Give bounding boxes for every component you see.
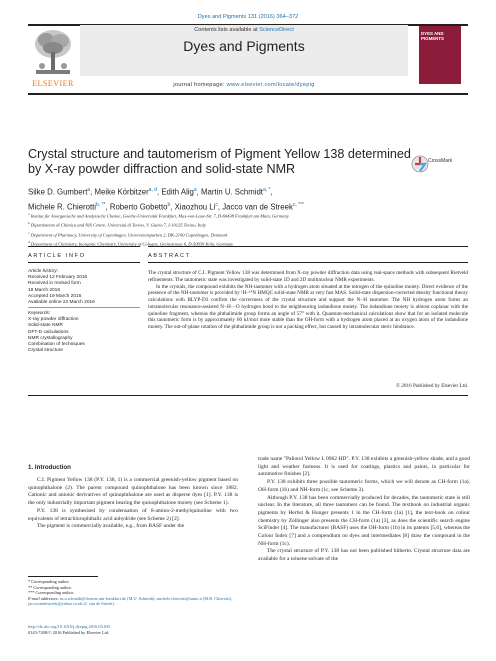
- body-column-right: [258, 456, 470, 564]
- article-info-heading: ARTICLE INFO: [28, 253, 86, 259]
- affiliation-marker: a: [28, 212, 30, 216]
- author-line: [28, 184, 458, 199]
- footnote: * Corresponding author.: [28, 579, 70, 584]
- elsevier-tree-logo[interactable]: [30, 26, 76, 78]
- abstract-heading: ABSTRACT: [148, 253, 191, 259]
- abstract-paragraph: The crystal structure of C.I. Pigment Yellow 138 was determined from X-ray powder diffraction data using real-space methods with subsequent Rietveld refinements. The tautomeric state was investigated by solid-state 1D and 2D multinuclear NMR experiments.: [148, 270, 468, 283]
- introduction-heading: 1. Introduction: [28, 464, 71, 471]
- author-name[interactable]: Silke D. Gumbert: [28, 187, 88, 197]
- email-addresses: [28, 596, 242, 607]
- history-item: Available online 22 March 2016: [28, 300, 95, 306]
- crossmark-icon[interactable]: [410, 152, 470, 176]
- affiliation-text: Institut für Anorganische und Analytische Chemie, Goethe-Universität Frankfurt, Max-von-Laue-Str. 7, D-60438 Frankfurt am Main, Germany: [30, 213, 289, 219]
- affiliation-marker: c: [28, 230, 30, 235]
- article-identifiers: [28, 624, 242, 636]
- contents-available: [80, 27, 408, 33]
- author-separator: ,: [105, 202, 110, 212]
- keyword: NMR crystallography: [28, 335, 73, 341]
- keyword: DFT-D calculations: [28, 329, 69, 335]
- keywords-divider: [28, 307, 140, 308]
- keywords-block: [28, 311, 140, 354]
- author-name[interactable]: Jacco van de Streek: [222, 202, 293, 212]
- author-separator: ,: [170, 202, 175, 212]
- author-affil-marker[interactable]: a: [87, 187, 91, 193]
- email-links[interactable]: m.u.schmidt@chemie.uni-frankfurt.de (M.U. Schmidt), michele.chierotti@unito.it (M.R. Chierotti), jaccovandestreek@yahoo.co.uk (J. van de Streek).: [28, 595, 233, 607]
- footnote: *** Corresponding author.: [28, 590, 74, 596]
- abstract-body: [148, 270, 468, 331]
- abstract-heading-rule: [148, 262, 468, 263]
- history-item: Accepted 19 March 2016: [28, 293, 82, 299]
- homepage-link[interactable]: www.elsevier.com/locate/dyepig: [226, 82, 315, 88]
- author-separator: ,: [217, 202, 223, 212]
- history-item: Received in revised form: [28, 281, 81, 287]
- author-affil-marker[interactable]: a, *: [262, 187, 271, 193]
- body-paragraph: C.I. Pigment Yellow 138 (P.Y. 138, 1) is a commercial greenish-yellow pigment based on quinophthalone (2). The parent compound quinophthalone has been known since 1882. Cationic and anionic derivatives of quinophthalone are used as disperse dyes [1]. P.Y. 138 is the only industrially important pigment bearing the quinophthalone moiety (see Scheme 1).: [28, 477, 238, 507]
- homepage-prefix: journal homepage:: [173, 82, 227, 88]
- body-paragraph: The crystal structure of P.Y. 138 has not been published hitherto. Crystal structure data are available for a toluene solvate of the: [258, 548, 470, 563]
- keyword: Combination of techniques: [28, 342, 85, 348]
- footnote: ** Corresponding author.: [28, 584, 72, 590]
- sciencedirect-link[interactable]: ScienceDirect: [259, 27, 294, 33]
- author-name[interactable]: Martin U. Schmidt: [201, 187, 263, 197]
- affiliation-marker: b: [28, 221, 30, 226]
- author-name[interactable]: Michele R. Chierotti: [28, 202, 97, 212]
- author-separator: ,: [90, 187, 95, 197]
- author-list: [28, 184, 458, 214]
- journal-cover-title: DYES AND PIGMENTS: [421, 31, 444, 41]
- abstract-copyright: © 2016 Published by Elsevier Ltd.: [396, 383, 468, 389]
- paper-title: Crystal structure and tautomerism of Pigment Yellow 138 determined by X-ray powder diffraction and solid-state NMR: [28, 147, 411, 176]
- article-history: [28, 269, 140, 306]
- article-history-label: Article history:: [28, 269, 59, 274]
- author-name[interactable]: Roberto Gobetto: [109, 202, 168, 212]
- author-affil-marker[interactable]: c: [215, 202, 218, 209]
- affiliation: [28, 230, 458, 239]
- body-paragraph: P.Y. 138 exhibits three possible tautomeric forms, which we will denote as CH-form (1a), OH-form (1b) and NH-form (1c, see Scheme 3).: [258, 479, 470, 493]
- contents-prefix: Contents lists available at: [194, 27, 260, 33]
- author-name[interactable]: Meike Körbitzer: [94, 187, 149, 197]
- abstract-bottom-rule: [28, 395, 468, 396]
- author-name[interactable]: Xiaozhou Li: [174, 202, 216, 212]
- affiliation: [28, 211, 458, 220]
- email-label: E-mail addresses:: [28, 595, 59, 601]
- body-column-left: [28, 477, 238, 531]
- keyword: Crystal structure: [28, 348, 63, 354]
- keyword: Solid-state NMR: [28, 323, 63, 329]
- article-info-heading-rule: [28, 262, 140, 263]
- affiliation-marker: d: [28, 239, 30, 244]
- crossmark-label[interactable]: CrossMark: [428, 158, 453, 164]
- footnotes: [28, 579, 242, 607]
- footnote-rule: [28, 576, 98, 577]
- keyword: X-ray powder diffraction: [28, 317, 79, 323]
- author-affil-marker[interactable]: a: [193, 187, 197, 193]
- body-paragraph: P.Y. 138 is synthesised by condensation of 8-amino-2-methylquinoline with two equivalents of tetrachlorophthalic acid anhydride (see Scheme 2) [2].: [28, 507, 238, 522]
- doi-link[interactable]: http://dx.doi.org/10.1016/j.dyepig.2016.03.035: [28, 624, 111, 629]
- abstract-top-rule: [148, 246, 468, 247]
- elsevier-wordmark[interactable]: ELSEVIER: [32, 79, 74, 88]
- body-paragraph: trade name "Paliotol Yellow L 0962 HD". P.Y. 138 exhibits a greenish-yellow shade, and a good light and weather fastness. It is used for coatings, plastics and paints, in particular for automotive finishes [2].: [258, 456, 470, 478]
- journal-homepage: [80, 82, 408, 88]
- author-separator: ,: [270, 187, 273, 197]
- author-affil-marker[interactable]: b: [167, 202, 171, 209]
- author-separator: ,: [196, 187, 201, 197]
- header-bottom-rule: [28, 93, 468, 95]
- author-affil-marker[interactable]: a, d: [148, 187, 158, 193]
- keywords-label: Keywords:: [28, 311, 51, 316]
- author-affil-marker[interactable]: b, **: [96, 202, 106, 209]
- body-paragraph: The pigment is commercially available, e.g., from BASF under the: [37, 523, 185, 530]
- body-paragraph: Although P.Y. 138 has been commercially produced for decades, the tautomeric state is still unclear. In the literature, all three tautomers can be found. The textbook on industrial organic pigments by Herbst & Hunger presents 1 in the CH-form (1a) [1], the text-book on colour chemistry by Zollinger also presents the CH-form (1a) [3], as does the scientific search engine SciFinder [4]. The manufacturer (BASF) uses the OH-form (1b) in its patents [5,6], whereas the Colour Index [7] and a compendium on dyes and intermediates [8] draw the compound in the NH-form (1c).: [258, 494, 470, 547]
- journal-citation[interactable]: Dyes and Pigments 131 (2016) 364–372: [197, 14, 299, 20]
- author-affil-marker[interactable]: c, ***: [292, 202, 304, 209]
- article-info-top-rule: [28, 246, 140, 247]
- journal-title[interactable]: Dyes and Pigments: [183, 38, 305, 54]
- issn-line: 0143-7208/© 2016 Published by Elsevier Ltd.: [28, 629, 110, 635]
- abstract-paragraph: In the crystals, the compound exhibits the NH-tautomer with a hydrogen atom situated at the nitrogen of the quinoline moiety. Direct evidence of the presence of the NH-tautomer is provided by ¹H–¹⁴N HMQC solid-state NMR at very fast MAS. Solid-state dispersion-corrected density functional theory calculations with BLYP-D3 confirm the correctness of the crystal structure and support the N−H tautomer. The NH hydrogen atom forms an intramolecular resonance-assisted N−H···O hydrogen bond to the neighbouring indandione moiety. The indandione moiety is almost coplanar with the quinoline fragment, whereas the phthalimide group forms an angle of 57° with it. Quantum-mechanical calculations show that for an isolated molecule this tautomeric form is by approximately 60 kJ/mol more stable than the OH-form with a hydrogen atom placed at an oxygen atom of the indandione moiety. The out-of-plane rotation of the phthalimide group is not a packing effect, but caused by intramolecular steric hindrance.: [148, 283, 468, 330]
- author-separator: ,: [157, 187, 162, 197]
- affiliation: [28, 220, 458, 229]
- author-name[interactable]: Edith Alig: [161, 187, 194, 197]
- affiliation-list: [28, 211, 458, 248]
- history-item: Received 12 February 2016: [28, 275, 88, 281]
- affiliation-text: Department of Pharmacy, University of Copenhagen, Universitetsparken 2, DK-2100 Copenhagen, Denmark: [30, 232, 228, 238]
- history-item: 18 March 2016: [28, 287, 60, 293]
- affiliation-text: Dipartimento di Chimica and NIS Centre, Università di Torino, V. Giuria 7, I-10125 Torino, Italy: [30, 222, 206, 228]
- affiliation-text: Department of Chemistry, Inorganic Chemistry, University of Cologne, Greinstrasse 6, D-50939 Köln, Germany: [30, 241, 234, 247]
